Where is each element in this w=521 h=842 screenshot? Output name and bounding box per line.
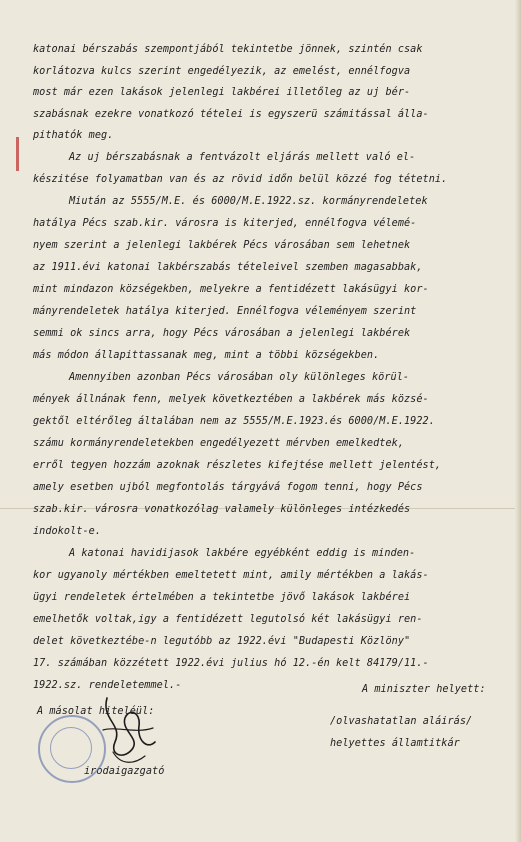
body-line: mányrendeletek hatálya kiterjed. Ennélfogva véleményem szerint <box>33 306 417 317</box>
body-line: 1922.sz. rendeletemmel.- <box>33 680 182 691</box>
body-line: pithatók meg. <box>33 130 114 141</box>
body-line: számu kormányrendeletekben engedélyezett mérvben emelkedtek, <box>33 438 405 449</box>
body-line: nyem szerint a jelenlegi lakbérek Pécs városában sem lehetnek <box>33 240 411 251</box>
body-line: mint mindazon községekben, melyekre a fentidézett lakásügyi kor- <box>33 284 429 295</box>
body-line: erről tegyen hozzám azoknak részletes kifejtése mellett jelentést, <box>33 460 442 471</box>
body-line: semmi ok sincs arra, hogy Pécs városában a jelenlegi lakbérek <box>33 328 411 339</box>
body-line: Az uj bérszabásnak a fentvázolt eljárás mellett való el- <box>69 152 416 163</box>
red-margin-mark <box>16 137 19 171</box>
body-line: amely esetben ujból megfontolás tárgyává fogom tenni, hogy Pécs <box>33 482 423 493</box>
minister-deputy-heading: A miniszter helyett: <box>362 684 486 695</box>
body-line: más módon állapittassanak meg, mint a többi községekben. <box>33 350 380 361</box>
body-line: gektől eltérőleg általában nem az 5555/M.E.1923.és 6000/M.E.1922. <box>33 416 435 427</box>
body-line: mények állnának fenn, melyek következtében a lakbérek más közsé- <box>33 394 429 405</box>
body-line: Amennyiben azonban Pécs városában oly különleges körül- <box>69 372 410 383</box>
body-line: szab.kir. városra vonatkozólag valamely különleges intézkedés <box>33 504 411 515</box>
body-line: Miután az 5555/M.E. és 6000/M.E.1922.sz. kormányrendeletek <box>69 196 428 207</box>
body-line: kor ugyanoly mértékben emeltetett mint, amily mértékben a lakás- <box>33 570 429 581</box>
body-line: delet következtébe-n legutóbb az 1922.évi "Budapesti Közlöny" <box>33 636 411 647</box>
copy-certification-label: A másolat hiteléül: <box>37 706 155 717</box>
office-director-title: irodaigazgató <box>84 766 165 777</box>
illegible-signature-note: /olvashatatlan aláirás/ <box>330 716 473 727</box>
deputy-secretary-title: helyettes államtitkár <box>330 738 460 749</box>
body-line: indokolt-e. <box>33 526 102 537</box>
body-line: katonai bérszabás szempontjából tekintetbe jönnek, szintén csak <box>33 44 423 55</box>
handwritten-signature <box>95 690 175 770</box>
body-line: A katonai havidijasok lakbére egyébként eddig is minden- <box>69 548 416 559</box>
paper-edge <box>515 0 521 842</box>
body-line: készitése folyamatban van és az rövid időn belül közzé fog tétetni. <box>33 174 448 185</box>
stamp-inner-ring <box>50 727 92 769</box>
body-line: most már ezen lakások jelenlegi lakbérei illetőleg az uj bér- <box>33 87 411 98</box>
body-line: korlátozva kulcs szerint engedélyezik, az emelést, ennélfogva <box>33 66 411 77</box>
body-line: ügyi rendeletek értelmében a tekintetbe jövő lakások lakbérei <box>33 592 411 603</box>
body-line: hatálya Pécs szab.kir. városra is kiterjed, ennélfogva vélemé- <box>33 218 417 229</box>
body-line: 17. számában közzétett 1922.évi julius hó 12.-én kelt 84179/11.- <box>33 658 429 669</box>
body-line: az 1911.évi katonai lakbérszabás tételeivel szemben magasabbak, <box>33 262 423 273</box>
body-line: szabásnak ezekre vonatkozó tételei is egyszerü számitással álla- <box>33 109 429 120</box>
body-line: emelhetők voltak,igy a fentidézett legutolsó két lakásügyi ren- <box>33 614 423 625</box>
